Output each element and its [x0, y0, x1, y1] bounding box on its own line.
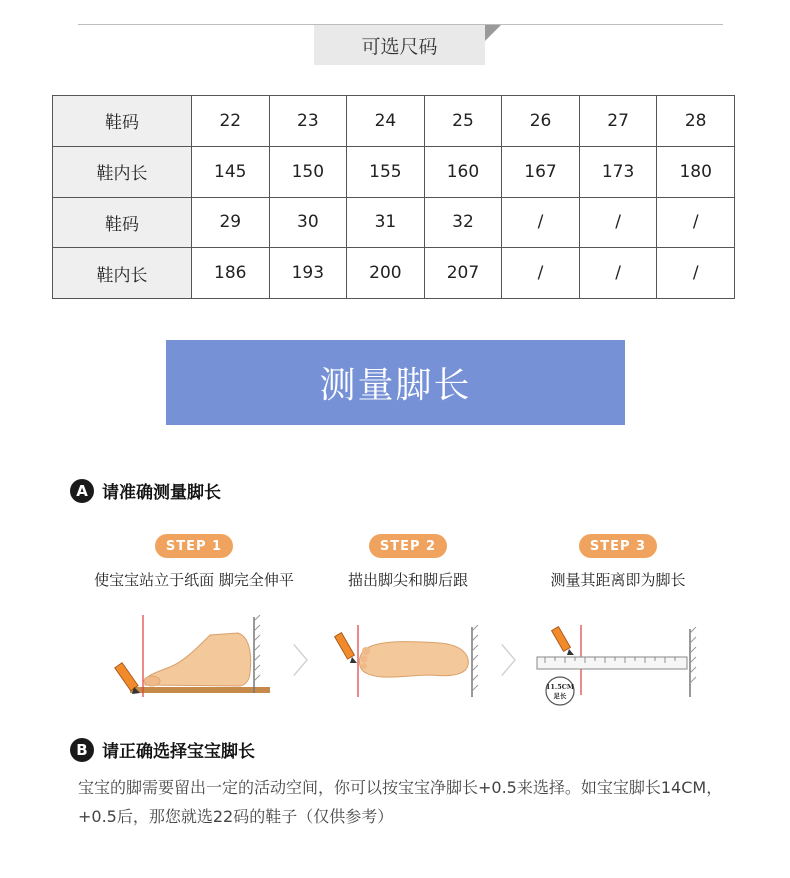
table-cell: 23	[269, 96, 347, 147]
table-row	[53, 146, 735, 197]
step-2-caption: 描出脚尖和脚后跟	[347, 571, 468, 589]
table-cell: 31	[347, 197, 425, 248]
table-cell: 173	[579, 146, 657, 197]
row-header: 鞋内长	[53, 248, 192, 299]
table-cell: 24	[347, 96, 425, 147]
advice-paragraph: 宝宝的脚需要留出一定的活动空间，你可以按宝宝净脚长+0.5来选择。如宝宝脚长14CM， +0.5后，那您就选22码的鞋子（仅供参考）	[78, 778, 723, 826]
table-cell: 167	[502, 146, 580, 197]
table-cell: 28	[657, 96, 735, 147]
table-cell: 25	[424, 96, 502, 147]
foot-side-icon	[110, 615, 270, 700]
chevron-right-icon: 〉	[500, 642, 534, 682]
table-cell: /	[579, 197, 657, 248]
table-cell: 32	[424, 197, 502, 248]
ruler-tag-line1: 11.5CM	[545, 683, 575, 691]
table-cell: 180	[657, 146, 735, 197]
table-cell: 207	[424, 248, 502, 299]
section-a-title: 请准确测量脚长	[102, 483, 221, 503]
table-cell: 145	[192, 146, 270, 197]
table-row	[53, 96, 735, 147]
section-b-badge: B	[70, 738, 94, 762]
table-row	[53, 197, 735, 248]
size-section-title: 可选尺码	[314, 25, 485, 65]
table-cell: 186	[192, 248, 270, 299]
section-a-heading	[70, 478, 221, 503]
table-cell: 150	[269, 146, 347, 197]
ruler-icon	[535, 625, 700, 707]
table-cell: /	[502, 248, 580, 299]
row-header: 鞋码	[53, 197, 192, 248]
table-cell: 22	[192, 96, 270, 147]
table-cell: 26	[502, 96, 580, 147]
foot-top-icon	[330, 625, 480, 700]
table-cell: /	[657, 197, 735, 248]
pencil-icon	[115, 663, 140, 694]
table-cell: /	[657, 248, 735, 299]
section-b-heading	[70, 737, 255, 762]
section-a-badge: A	[70, 479, 94, 503]
step-2-pill: STEP 2	[369, 534, 447, 558]
step-3-pill: STEP 3	[579, 534, 657, 558]
step-3-caption: 测量其距离即为脚长	[550, 571, 686, 589]
pencil-icon	[552, 627, 574, 655]
table-cell: 29	[192, 197, 270, 248]
table-cell: 30	[269, 197, 347, 248]
table-cell: 160	[424, 146, 502, 197]
table-cell: 193	[269, 248, 347, 299]
table-cell: 200	[347, 248, 425, 299]
row-header: 鞋内长	[53, 146, 192, 197]
measure-banner: 测量脚长	[166, 340, 625, 425]
table-cell: 155	[347, 146, 425, 197]
ruler-tag-line2: 足长	[553, 692, 567, 700]
chevron-right-icon: 〉	[292, 642, 326, 682]
pencil-icon	[335, 633, 357, 663]
table-cell: /	[502, 197, 580, 248]
table-cell: /	[579, 248, 657, 299]
table-cell: 27	[579, 96, 657, 147]
step-1-pill: STEP 1	[155, 534, 233, 558]
section-b-title: 请正确选择宝宝脚长	[102, 742, 255, 762]
row-header: 鞋码	[53, 96, 192, 147]
table-row	[53, 248, 735, 299]
step-1-caption: 使宝宝站立于纸面 脚完全伸平	[94, 571, 294, 589]
size-table	[52, 95, 735, 299]
tab-corner-decoration	[485, 25, 501, 41]
